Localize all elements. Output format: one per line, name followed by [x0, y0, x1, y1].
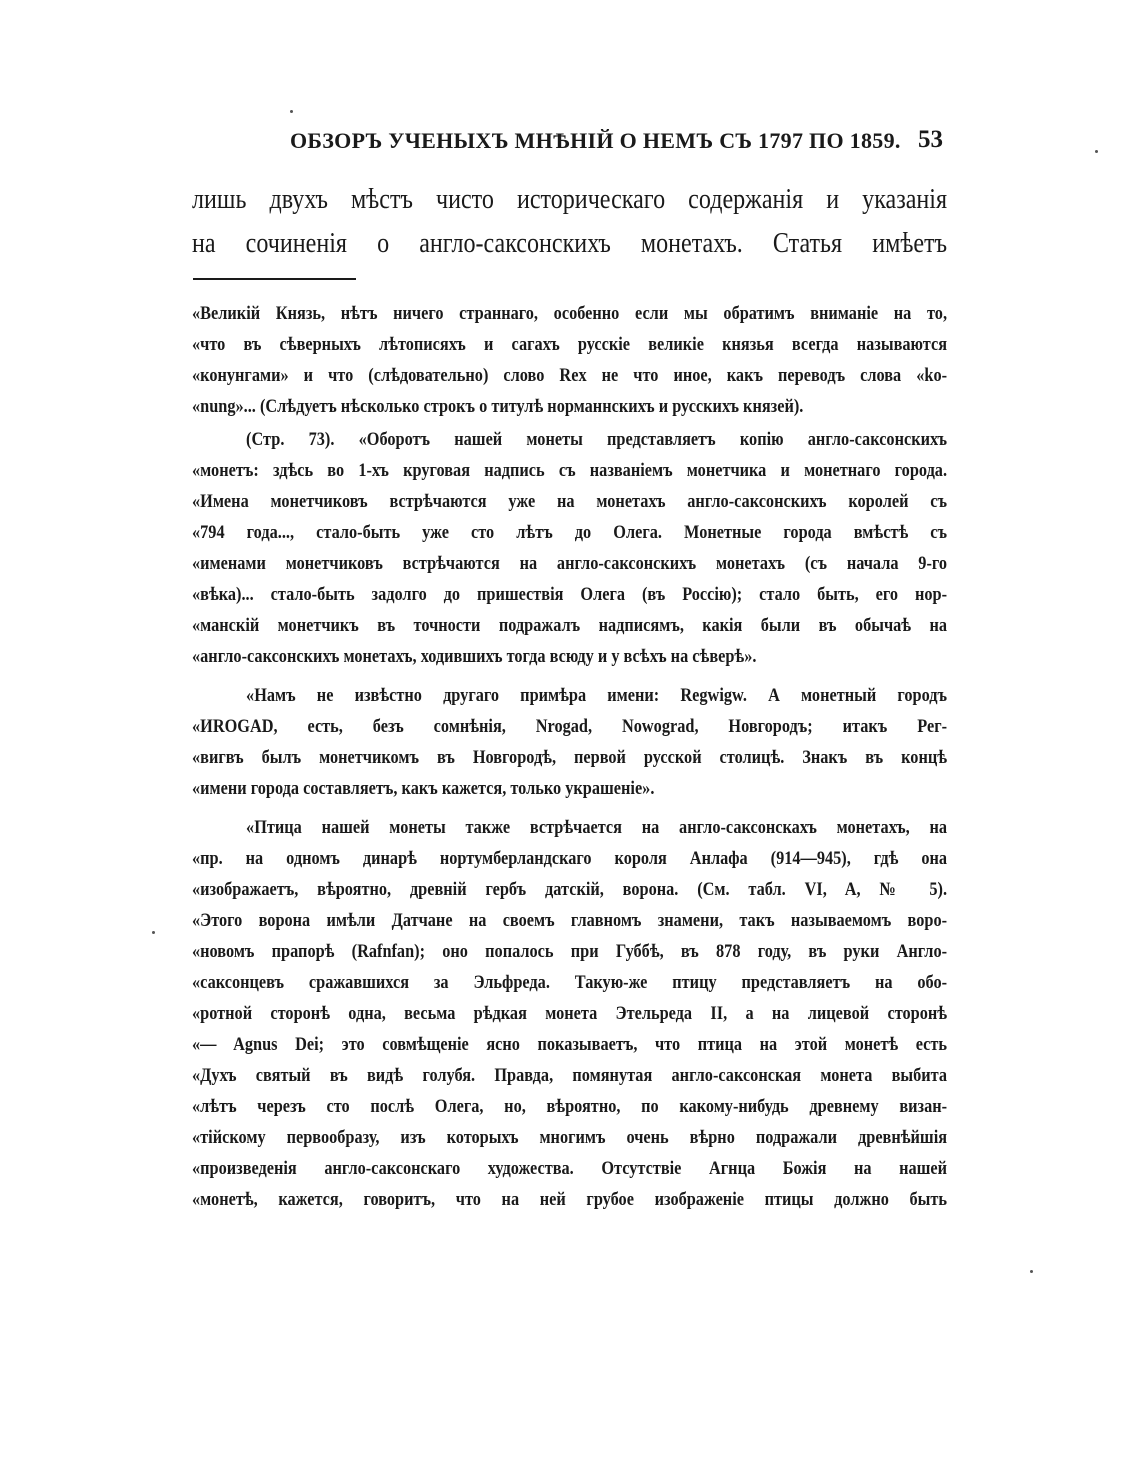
- page-header: [192, 128, 947, 162]
- footnote-line: «лѣтъ черезъ сто послѣ Олега, но, вѣроятно, по какому-нибудь древнему визан-: [192, 1096, 948, 1117]
- footnote: [192, 298, 947, 1219]
- footnote-paragraph: [192, 812, 947, 1215]
- footnote-line: «новомъ прапорѣ (Rafnfan); оно попалось при Губбѣ, въ 878 году, въ руки Англо-: [192, 941, 948, 962]
- footnote-line: «ИROGAD, есть, безъ сомнѣнія, Nrogad, Nowograd, Новгородъ; итакъ Рег-: [192, 716, 948, 737]
- scan-speck: [152, 931, 155, 934]
- footnote-line: «произведенія англо-саксонскаго художества. Отсутствіе Агнца Божія на нашей: [192, 1158, 948, 1179]
- footnote-line: «Великій Князь, нѣтъ ничего страннаго, особенно если мы обратимъ вниманіе на то,: [192, 303, 948, 324]
- scan-speck: [1030, 1270, 1033, 1273]
- page-number: 53: [918, 126, 943, 153]
- footnote-line: «nung»... (Слѣдуетъ нѣсколько строкъ о титулѣ норманнскихъ и русскихъ князей).: [192, 396, 804, 417]
- footnote-line: «Духъ святый въ видѣ голубя. Правда, помянутая англо-саксонская монета выбита: [192, 1065, 948, 1086]
- footnote-line: «изображаетъ, вѣроятно, древній гербъ датскій, ворона. (См. табл. VI, A, № 5).: [192, 879, 948, 900]
- footnote-line: «конунгами» и что (слѣдовательно) слово Rex не что иное, какъ переводъ слова «ko-: [192, 365, 948, 386]
- footnote-separator: [193, 278, 356, 280]
- main-text-line: на сочиненія о англо-саксонскихъ монетахъ. Статья имѣетъ: [192, 228, 948, 259]
- footnote-line: (Стр. 73). «Оборотъ нашей монеты представляетъ копію англо-саксонскихъ: [246, 429, 948, 450]
- footnote-line: «манскій монетчикъ въ точности подражалъ надписямъ, какія были въ обычаѣ на: [192, 615, 948, 636]
- footnote-line: «Этого ворона имѣли Датчане на своемъ главномъ знамени, такъ называемомъ воро-: [192, 910, 948, 931]
- main-text-line: лишь двухъ мѣстъ чисто историческаго содержанія и указанія: [192, 184, 948, 215]
- footnote-line: «саксонцевъ сражавшихся за Эльфреда. Такую-же птицу представляетъ на обо-: [192, 972, 948, 993]
- footnote-line: «англо-саксонскихъ монетахъ, ходившихъ тогда всюду и у всѣхъ на сѣверѣ».: [192, 646, 757, 667]
- scan-speck: [290, 110, 293, 113]
- footnote-line: «монетъ: здѣсь во 1-хъ круговая надпись съ названіемъ монетчика и монетнаго города.: [192, 460, 948, 481]
- footnote-line: «Имена монетчиковъ встрѣчаются уже на монетахъ англо-саксонскихъ королей съ: [192, 491, 948, 512]
- main-text: [192, 178, 947, 266]
- footnote-line: «именами монетчиковъ встрѣчаются на англо-саксонскихъ монетахъ (съ начала 9-го: [192, 553, 948, 574]
- footnote-line: «794 года..., стало-быть уже сто лѣтъ до Олега. Монетные города вмѣстѣ съ: [192, 522, 948, 543]
- footnote-line: «имени города составляетъ, какъ кажется, только украшеніе».: [192, 778, 655, 799]
- footnote-line: «— Agnus Dei; это совмѣщеніе ясно показываетъ, что птица на этой монетѣ есть: [192, 1034, 948, 1055]
- footnote-paragraph: [192, 680, 947, 804]
- footnote-line: «что въ сѣверныхъ лѣтописяхъ и сагахъ русскіе великіе князья всегда называются: [192, 334, 948, 355]
- scan-speck: [1095, 150, 1098, 153]
- footnote-line: «Птица нашей монеты также встрѣчается на англо-саксонскахъ монетахъ, на: [246, 817, 948, 838]
- footnote-line: «вигвъ былъ монетчикомъ въ Новгородѣ, первой русской столицѣ. Знакъ въ концѣ: [192, 747, 948, 768]
- footnote-line: «вѣка)... стало-быть задолго до пришествія Олега (въ Россію); стало быть, его нор-: [192, 584, 948, 605]
- footnote-line: «Намъ не извѣстно другаго примѣра имени: Regwigw. А монетный городъ: [246, 685, 948, 706]
- footnote-line: «пр. на одномъ динарѣ нортумберландскаго короля Анлафа (914—945), гдѣ она: [192, 848, 948, 869]
- footnote-line: «тійскому первообразу, изъ которыхъ многимъ очень вѣрно подражали древнѣйшія: [192, 1127, 948, 1148]
- footnote-line: «монетѣ, кажется, говоритъ, что на ней грубое изображеніе птицы должно быть: [192, 1189, 948, 1210]
- footnote-paragraph: [192, 298, 947, 422]
- footnote-paragraph: [192, 424, 947, 672]
- footnote-line: «ротной сторонѣ одна, весьма рѣдкая монета Этельреда II, а на лицевой сторонѣ: [192, 1003, 948, 1024]
- running-head: ОБЗОРЪ УЧЕНЫХЪ МНѢНІЙ О НЕМЪ СЪ 1797 ПО 1859.: [290, 128, 901, 153]
